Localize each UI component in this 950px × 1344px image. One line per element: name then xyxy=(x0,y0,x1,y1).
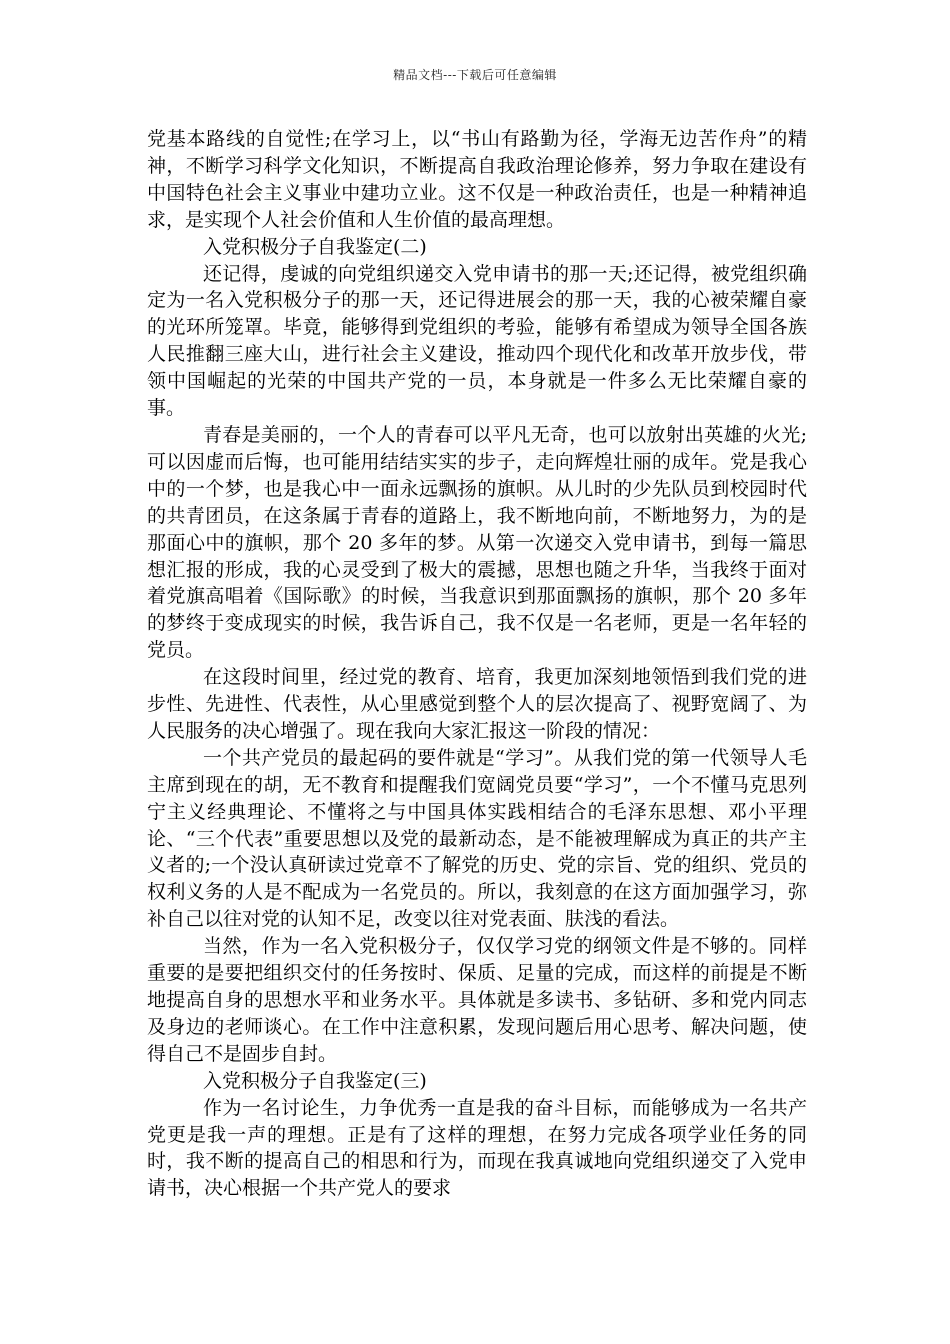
page-header: 精品文档---下载后可任意编辑 xyxy=(393,68,557,82)
paragraph: 青春是美丽的，一个人的青春可以平凡无奇，也可以放射出英雄的火光;可以因虚而后悔，也可能用结结实实的步子，走向辉煌壮丽的成年。党是我心中的一个梦，也是我心中一面永远飘扬的旗帜。从儿时的少先队员到校园时代的共青团员，在这条属于青春的道路上，我不断地向前，不断地努力，为的是那面心中的旗帜，那个 20 多年的梦。从第一次递交入党申请书，到每一篇思想汇报的形成，我的心灵受到了极大的震撼，思想也随之升华，当我终于面对着党旗高唱着《国际歌》的时候，当我意识到那面飘扬的旗帜，那个 20 多年的梦终于变成现实的时候，我告诉自己，我不仅是一名老师，更是一名年轻的党员。 xyxy=(147,423,807,662)
paragraph: 当然，作为一名入党积极分子，仅仅学习党的纲领文件是不够的。同样重要的是要把组织交付的任务按时、保质、足量的完成，而这样的前提是不断地提高自身的思想水平和业务水平。具体就是多读书、多钻研、多和党内同志及身边的老师谈心。在工作中注意积累，发现问题后用心思考、解决问题，使得自己不是固步自封。 xyxy=(147,935,807,1065)
document-body xyxy=(147,126,807,1202)
paragraph: 作为一名讨论生，力争优秀一直是我的奋斗目标，而能够成为一名共产党更是我一声的理想。正是有了这样的理想，在努力完成各项学业任务的同时，我不断的提高自己的相思和行为，而现在我真诚地向党组织递交了入党申请书，决心根据一个共产党人的要求 xyxy=(147,1096,807,1200)
paragraph: 在这段时间里，经过党的教育、培育，我更加深刻地领悟到我们党的进步性、先进性、代表性，从心里感觉到整个人的层次提高了、视野宽阔了、为人民服务的决心增强了。现在我向大家汇报这一阶段的情况： xyxy=(147,666,807,742)
section-heading-2: 入党积极分子自我鉴定(二) xyxy=(203,235,427,258)
paragraph: 还记得，虔诚的向党组织递交入党申请书的那一天;还记得，被党组织确定为一名入党积极分子的那一天，还记得进展会的那一天，我的心被荣耀自豪的光环所笼罩。毕竟，能够得到党组织的考验，能够有希望成为领导全国各族人民推翻三座大山，进行社会主义建设，推动四个现代化和改革开放步伐，带领中国崛起的光荣的中国共产党的一员，本身就是一件多么无比荣耀自豪的事。 xyxy=(147,262,807,420)
section-heading-3: 入党积极分子自我鉴定(三) xyxy=(203,1069,427,1092)
paragraph: 一个共产党员的最起码的要件就是“学习”。从我们党的第一代领导人毛主席到现在的胡，无不教育和提醒我们宽阔党员要“学习”，一个不懂马克思列宁主义经典理论、不懂将之与中国具体实践相结合的毛泽东思想、邓小平理论、“三个代表”重要思想以及党的最新动态，是不能被理解成为真正的共产主义者的;一个没认真研读过党章不了解党的历史、党的宗旨、党的组织、党员的权利义务的人是不配成为一名党员的。所以，我刻意的在这方面加强学习，弥补自己以往对党的认知不足，改变以往对党表面、肤浅的看法。 xyxy=(147,746,807,931)
paragraph-continuation: 党基本路线的自觉性;在学习上，以“书山有路勤为径，学海无边苦作舟”的精神，不断学习科学文化知识，不断提高自我政治理论修养，努力争取在建设有中国特色社会主义事业中建功立业。这不仅是一种政治责任，也是一种精神追求，是实现个人社会价值和人生价值的最高理想。 xyxy=(147,128,807,231)
